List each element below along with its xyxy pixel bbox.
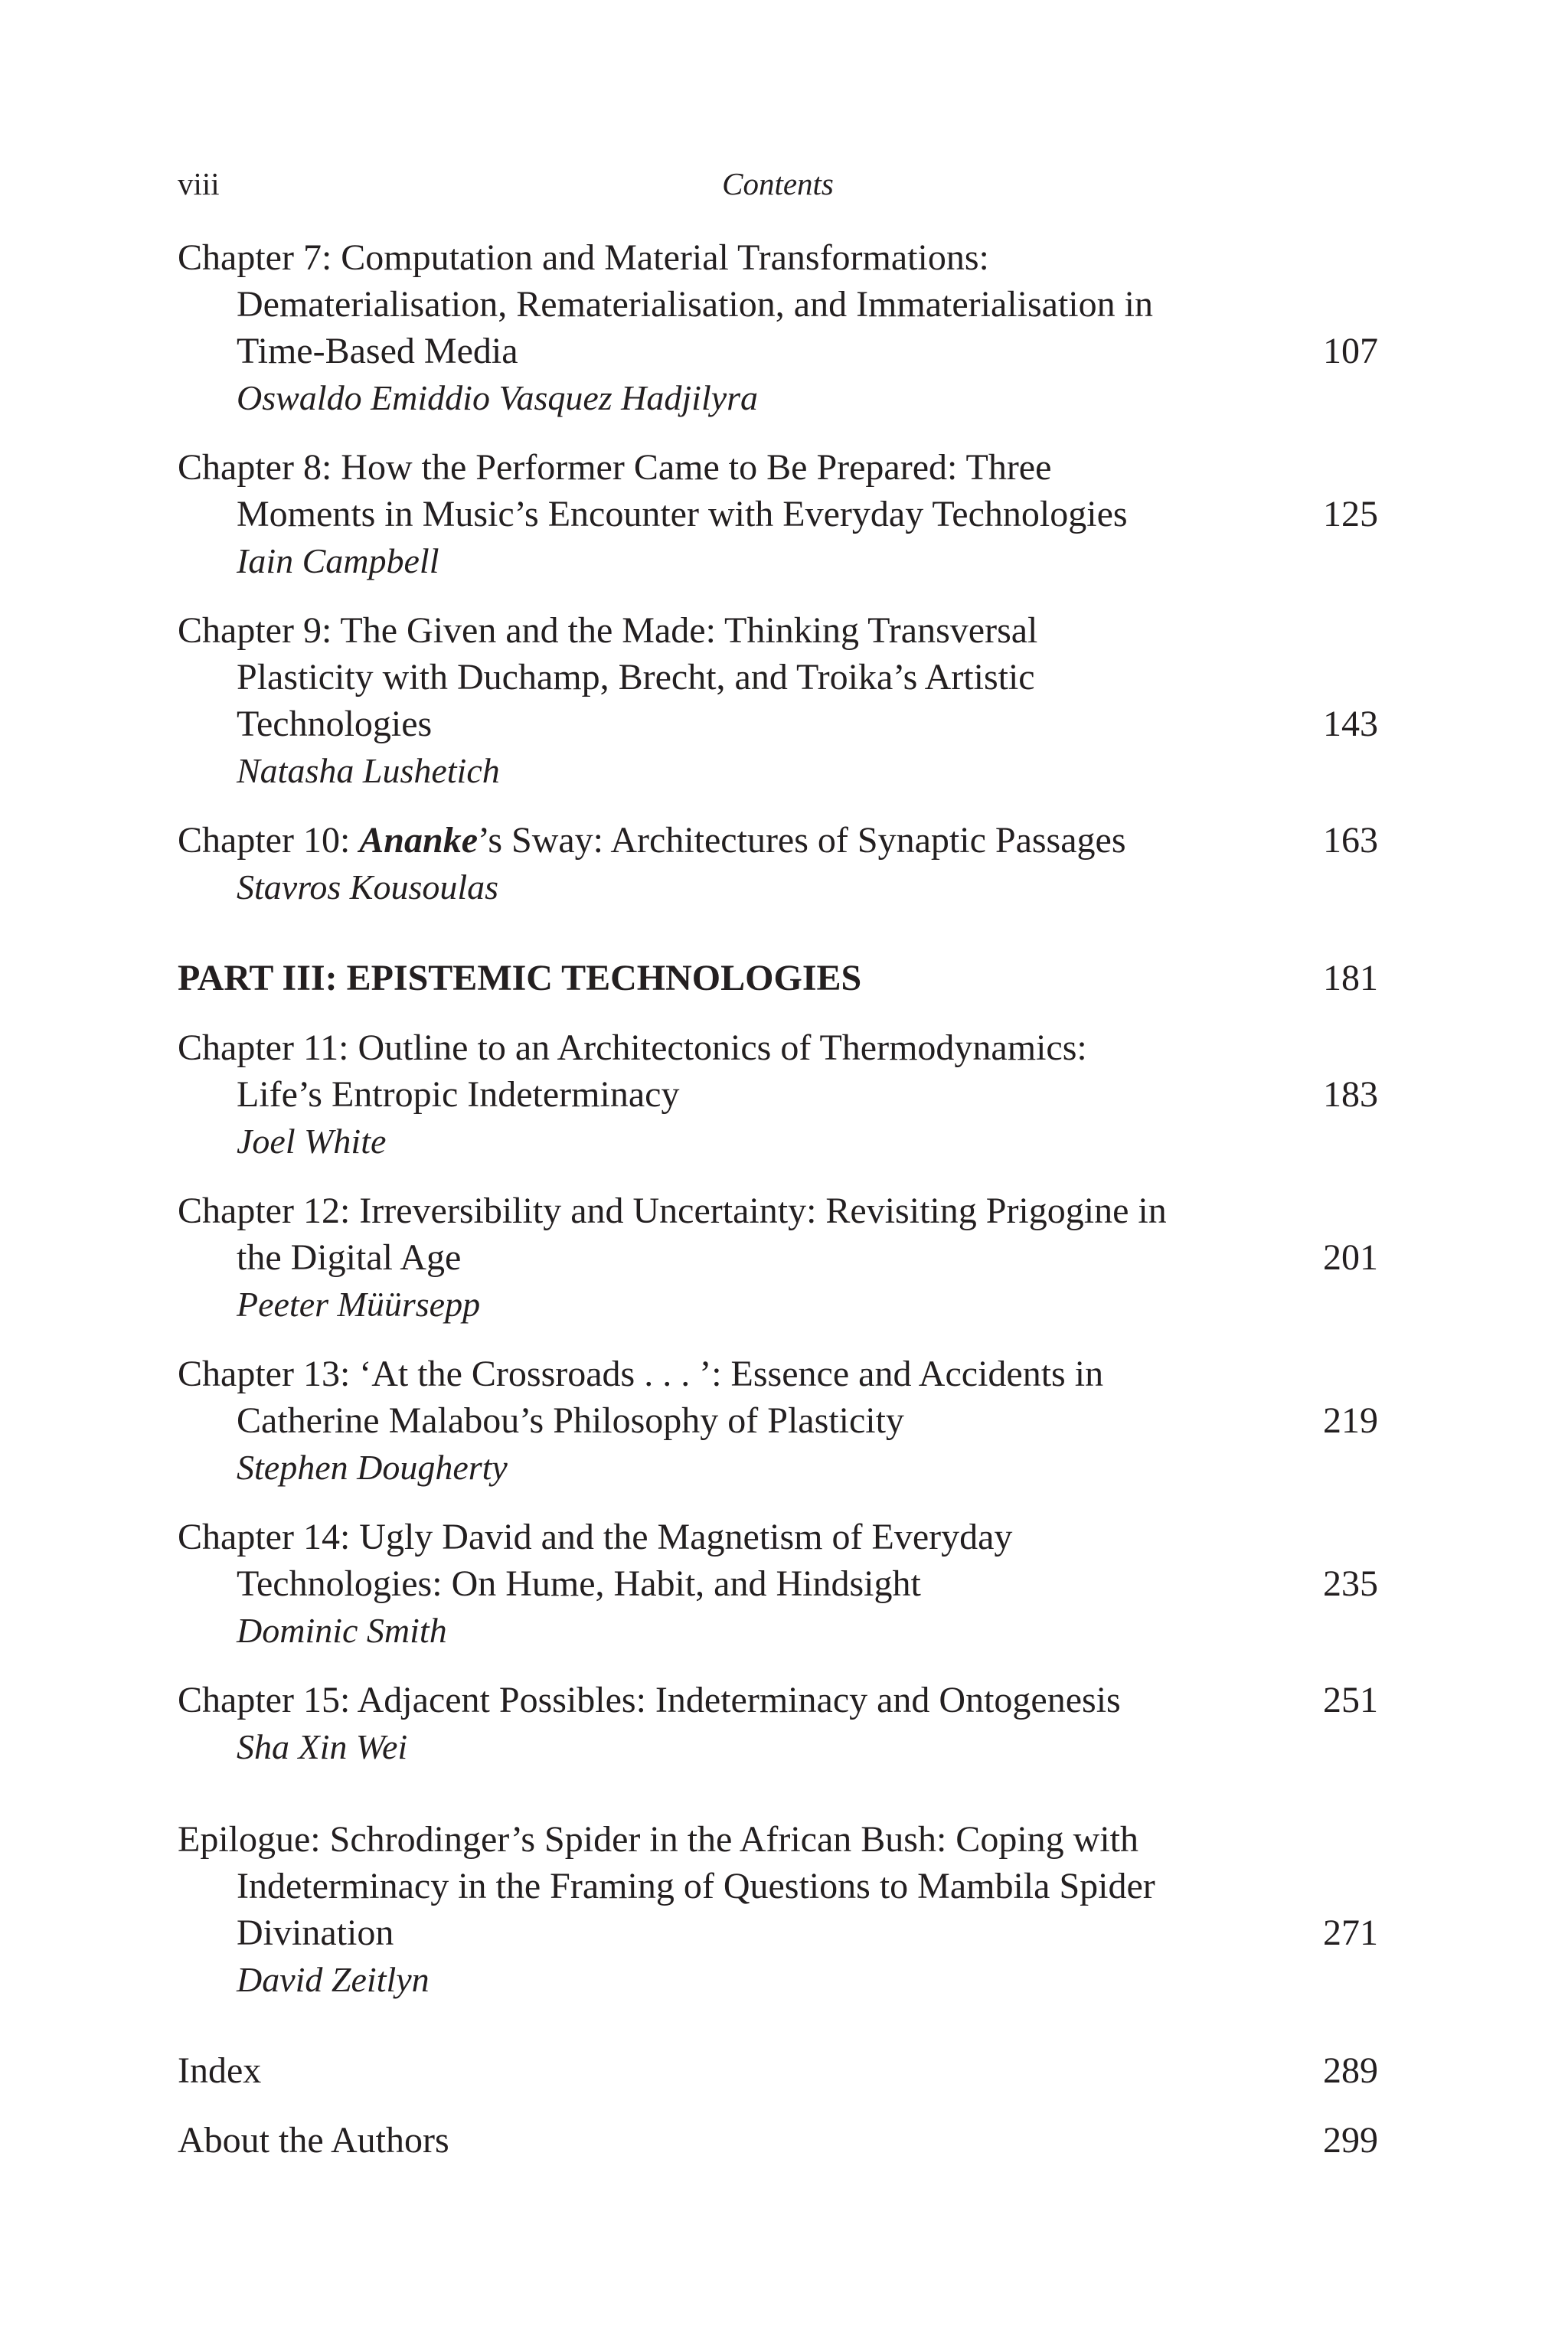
entry-title-line: Chapter 14: Ugly David and the Magnetism of Everyday	[178, 1517, 1013, 1557]
entry-title-line	[178, 328, 1378, 374]
entry-title-text: Divination	[237, 1913, 394, 1953]
page-number: 251	[1323, 1680, 1378, 1720]
entry-title-text: Moments in Music’s Encounter with Everyday Technologies	[237, 494, 1128, 534]
entry-title-line: Chapter 8: How the Performer Came to Be Prepared: Three	[178, 447, 1052, 488]
entry-title-line: Plasticity with Duchamp, Brecht, and Troika’s Artistic	[237, 657, 1035, 697]
entry-title-line	[178, 1560, 1378, 1607]
page-number: 235	[1323, 1563, 1378, 1604]
toc-entry-epilogue[interactable]	[178, 1816, 1378, 2003]
entry-title-text: the Digital Age	[237, 1237, 462, 1278]
entry-title-line	[178, 701, 1378, 747]
page-number: 125	[1323, 494, 1378, 534]
toc-entry-chapter-13[interactable]	[178, 1351, 1378, 1491]
entry-author: Natasha Lushetich	[237, 751, 500, 790]
entry-title-line: Epilogue: Schrodinger’s Spider in the African Bush: Coping with	[178, 1819, 1138, 1860]
running-head	[178, 165, 1378, 208]
entry-title-line	[178, 817, 1378, 864]
entry-title-line	[178, 1909, 1378, 1956]
entry-title-text: Life’s Entropic Indeterminacy	[237, 1074, 680, 1115]
page-number: 143	[1323, 704, 1378, 744]
toc-part-heading[interactable]	[178, 955, 1378, 1001]
entry-title-line	[178, 491, 1378, 537]
page-folio: viii	[178, 166, 220, 201]
toc-entry-chapter-11[interactable]	[178, 1024, 1378, 1165]
part-title: PART III: EPISTEMIC TECHNOLOGIES	[178, 958, 862, 998]
toc-entry-chapter-15[interactable]	[178, 1677, 1378, 1770]
entry-author: Dominic Smith	[237, 1611, 447, 1650]
entry-title-line	[178, 1677, 1378, 1723]
entry-title-text: Technologies	[237, 704, 433, 744]
toc-entry-chapter-14[interactable]	[178, 1514, 1378, 1654]
entry-title-line: Chapter 12: Irreversibility and Uncertainty: Revisiting Prigogine in	[178, 1191, 1167, 1231]
page-number: 201	[1323, 1237, 1378, 1278]
entry-title-line: Chapter 11: Outline to an Architectonics of Thermodynamics:	[178, 1027, 1087, 1068]
entry-title-text: About the Authors	[178, 2120, 449, 2161]
running-title: Contents	[722, 166, 834, 201]
entry-author: Sha Xin Wei	[237, 1727, 408, 1766]
page-number: 183	[1323, 1074, 1378, 1115]
entry-title-line	[178, 2117, 1378, 2164]
page-number: 299	[1323, 2120, 1378, 2161]
entry-title-line: Chapter 13: ‘At the Crossroads . . . ’: Essence and Accidents in	[178, 1354, 1104, 1394]
entry-title-line: Indeterminacy in the Framing of Questions to Mambila Spider	[237, 1866, 1155, 1906]
toc-entry-chapter-7[interactable]	[178, 234, 1378, 421]
toc-entry-chapter-12[interactable]	[178, 1187, 1378, 1328]
page-number: 163	[1323, 820, 1378, 861]
entry-author: Joel White	[237, 1122, 387, 1161]
entry-title-text: Catherine Malabou’s Philosophy of Plasticity	[237, 1400, 904, 1441]
entry-title-line	[178, 2047, 1378, 2094]
toc-entry-chapter-8[interactable]	[178, 444, 1378, 584]
entry-title-line: Chapter 9: The Given and the Made: Thinking Transversal	[178, 610, 1038, 651]
entry-title-text: Index	[178, 2050, 262, 2091]
entry-title-text: Technologies: On Hume, Habit, and Hindsight	[237, 1563, 921, 1604]
entry-title-text: Time-Based Media	[237, 331, 518, 371]
entry-title-line	[178, 1234, 1378, 1281]
toc-entry-chapter-9[interactable]	[178, 607, 1378, 794]
entry-author: Stavros Kousoulas	[237, 867, 499, 906]
entry-title-line	[178, 1397, 1378, 1444]
entry-author: David Zeitlyn	[237, 1960, 430, 1999]
toc-entry-chapter-10[interactable]	[178, 817, 1378, 910]
page-number: 107	[1323, 331, 1378, 371]
entry-title-text: Chapter 15: Adjacent Possibles: Indeterminacy and Ontogenesis	[178, 1680, 1121, 1720]
toc-entry-index[interactable]	[178, 2047, 1378, 2094]
entry-author: Stephen Dougherty	[237, 1448, 508, 1487]
entry-title-line: Chapter 7: Computation and Material Transformations:	[178, 237, 989, 278]
entry-author: Peeter Müürsepp	[237, 1285, 481, 1324]
page-number: 289	[1323, 2050, 1378, 2091]
page-number: 271	[1323, 1913, 1378, 1953]
entry-title-line	[178, 1071, 1378, 1118]
entry-author: Iain Campbell	[237, 541, 439, 580]
entry-title-line: Dematerialisation, Rematerialisation, and Immaterialisation in	[237, 284, 1153, 325]
page-number: 181	[1323, 958, 1378, 998]
toc-entry-about-authors[interactable]	[178, 2117, 1378, 2164]
page-number: 219	[1323, 1400, 1378, 1441]
part-title-line	[178, 955, 1378, 1001]
entry-title-emphasis: Ananke	[359, 820, 478, 861]
entry-title-suffix: ’s Sway: Architectures of Synaptic Passages	[478, 820, 1126, 861]
entry-title-prefix: Chapter 10:	[178, 820, 360, 861]
entry-author: Oswaldo Emiddio Vasquez Hadjilyra	[237, 378, 759, 417]
toc-page	[178, 165, 1378, 2164]
